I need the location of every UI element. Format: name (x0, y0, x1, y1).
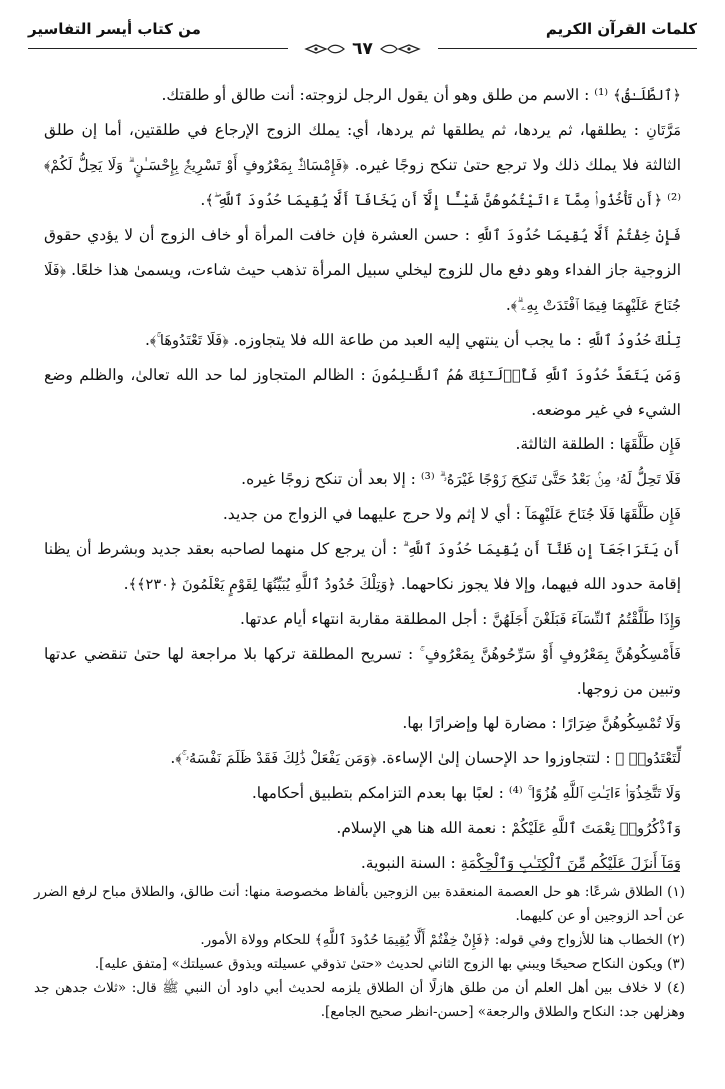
entry-end: . (144, 331, 150, 349)
entry-text: : لتتجاوزوا حد الإحسان إلىٰ الإساءة. (376, 749, 616, 767)
entry-end: . (123, 575, 129, 593)
quran-quote: ﴿فَلَا تَعْتَدُوهَا ۚ﴾ (149, 333, 229, 349)
entry-hudud (44, 323, 681, 358)
entry-talaq (44, 78, 681, 113)
entry-dirar (44, 706, 681, 741)
entry-tallaqaha (44, 427, 681, 462)
entry-text: : الطلقة الثالثة. (515, 435, 620, 453)
entry-text: : يطلقها، ثم يردها، ثم يطلقها ثم يردها، أي: يملك الزوج الإرجاع في طلقتين، أما إن طلق الثالثة فلا يملك ذلك ولا ترجع حتىٰ تنكح زوجًا غيره. (44, 121, 681, 174)
quran-quote: ﴿أَن تَأْخُذُوا۟ مِمَّآ ءَاتَيْتُمُوهُنَّ شَيْـًٔا إِلَّآ أَن يَخَافَآ أَلَّا يُقِيمَا حُدُودَ ٱللَّهِ ۖ﴾ (205, 193, 663, 209)
entry-huzuwan (44, 776, 681, 811)
source-title: من كتاب أيسر التفاسير (28, 20, 201, 38)
quran-term: تِلْكَ حُدُودُ ٱللَّهِ (586, 333, 681, 349)
entry-zalimun (44, 358, 681, 427)
entry-ajalahunna (44, 602, 681, 637)
quran-term: مَرَّتَانِ (646, 123, 681, 139)
entry-text: : حسن العشرة فإن خافت المرأة أو خاف الزوج أن لا يؤدي حقوق الزوجية جاز الفداء وهو دفع مال للزوج ليخلي سبيل المرأة تذهب حيث شاءت، ويسمىٰ هذا خلعًا. (44, 226, 681, 279)
entry-yataraja (44, 532, 681, 602)
entry-text: : السنة النبوية. (360, 854, 461, 872)
quran-term: وَمَن يَتَعَدَّ حُدُودَ ٱللَّهِ فَأُو۟لَـٰٓئِكَ هُمُ ٱلظَّـٰلِمُونَ (372, 368, 681, 384)
entry-text: : أي لا إثم ولا حرج عليهما في الزواج من جديد. (222, 505, 526, 523)
entry-nimat (44, 811, 681, 846)
ornament-right-icon (379, 42, 421, 56)
entry-hikmah (44, 846, 681, 881)
quran-quote: ﴿وَمَن يَفْعَلْ ذَٰلِكَ فَقَدْ ظَلَمَ نَفْسَهُۥ ۚ﴾ (175, 751, 377, 767)
entry-end: . (505, 296, 511, 314)
entry-text: ⁽¹⁾ : الاسم من طلق وهو أن يقول الرجل لزوجته: أنت طالق أو طلقتك. (161, 86, 614, 104)
entry-text: : أن يرجع كل منهما لصاحبه بعقد جديد وبشرط أن يظنا إقامة حدود الله فيهما، وإلا فلا يجوز نكاحهما. (44, 540, 681, 593)
entry-khiftum (44, 218, 681, 323)
entry-text: : تسريح المطلقة تركها بلا مراجعة لها حتىٰ تنقضي عدتها وتبين من زوجها. (44, 645, 681, 698)
page-number-ornament (288, 37, 438, 61)
ornament-left-icon (304, 42, 346, 56)
quran-quote: ﴿فَإِمْسَاكٌۢ بِمَعْرُوفٍ أَوْ تَسْرِيحٌۢ بِإِحْسَـٰنٍ ۗ وَلَا يَحِلُّ لَكُمْ﴾ (44, 158, 349, 174)
footnote-ref: ⁽²⁾ (662, 191, 681, 209)
page-header (28, 18, 697, 64)
quran-term: ﴿ٱلطَّلَـٰقُ﴾ (613, 88, 681, 104)
entry-amsikuhunna (44, 637, 681, 706)
quran-term: وَإِذَا طَلَّقْتُمُ ٱلنِّسَآءَ فَبَلَغْنَ أَجَلَهُنَّ (492, 612, 681, 628)
footnote-1: (١) الطلاق شرعًا: هو حل العصمة المنعقدة بين الزوجين بألفاظ مخصوصة منها: أنت طالق، والطلاق مباح لرفع الضرر عن أحد الزوجين أو عن كليهما. (34, 884, 685, 924)
footnote-2: (٢) الخطاب هنا للأزواج وفي قوله: ﴿فَإِنْ خِفْتُمْ أَلَّا يُقِيمَا حُدُودَ ٱللَّهِ﴾ للحكام وولاة الأمور. (200, 932, 685, 948)
entry-end: . (200, 191, 206, 209)
quran-term: وَلَا تَتَّخِذُوٓا۟ ءَايَـٰتِ ٱللَّهِ هُزُوًا ۚ (527, 786, 681, 802)
quran-quote: ﴿فَلَا جُنَاحَ عَلَيْهِمَا فِيمَا ٱفْتَدَتْ بِهِۦ ۗ﴾ (44, 263, 681, 314)
quran-term: فَلَا تَحِلُّ لَهُۥ مِنۢ بَعْدُ حَتَّىٰ تَنكِحَ زَوْجًا غَيْرَهُۥ ۗ (439, 472, 681, 488)
quran-term: فَإِنْ خِفْتُمْ أَلَّا يُقِيمَا حُدُودَ ٱللَّهِ (475, 228, 682, 244)
entry-la-junah (44, 497, 681, 532)
entry-end: . (170, 749, 176, 767)
page-number: ٦٧ (352, 39, 373, 59)
quran-term: أَن يَتَرَاجَعَآ إِن ظَنَّآ أَن يُقِيمَا حُدُودَ ٱللَّهِ ۗ (402, 542, 681, 558)
commentary-body (44, 78, 681, 881)
entry-text: : الظالم المتجاوز لما حد الله تعالىٰ، والظلم وضع الشيء في غير موضعه. (44, 366, 681, 419)
entry-marratan (44, 113, 681, 218)
footnote-4: (٤) لا خلاف بين أهل العلم أن من طلق هازلًا أن الطلاق يلزمه لحديث أبي داود أن النبي ﷺ قال: «ثلاث جدهن جد وهزلهن جد: النكاح والطلاق والرجعة» [حسن-انظر صحيح الجامع]. (34, 980, 685, 1020)
entry-text: ⁽⁴⁾ : لعبًا بها بعدم التزامكم بتطبيق أحكامها. (251, 784, 528, 802)
quran-term: فَإِن طَلَّقَهَا (619, 437, 681, 453)
quran-term: وَمَآ أَنزَلَ عَلَيْكُم مِّنَ ٱلْكِتَـٰبِ وَٱلْحِكْمَةِ (460, 856, 681, 872)
entry-text: : أجل المطلقة مقاربة انتهاء أيام عدتها. (240, 610, 493, 628)
quran-term: لِّتَعْتَدُوا۟ ۚ (615, 751, 681, 767)
entry-text: : ما يجب أن ينتهي إليه العبد من طاعة الله فلا يتجاوزه. (228, 331, 587, 349)
entry-text: : نعمة الله هنا هي الإسلام. (336, 819, 512, 837)
footnote-3: (٣) ويكون النكاح صحيحًا ويبني بها الزوج الثاني لحديث «حتىٰ تذوقي عسيلته ويذوق عسيلتك» [متفق عليه]. (94, 956, 685, 972)
quran-term: وَلَا تُمْسِكُوهُنَّ ضِرَارًا (561, 716, 681, 732)
entry-la-tahillu (44, 462, 681, 497)
footnotes (34, 880, 685, 1024)
quran-term: وَٱذْكُرُوا۟ نِعْمَتَ ٱللَّهِ عَلَيْكُمْ (511, 821, 681, 837)
entry-tatadu (44, 741, 681, 776)
quran-term: فَأَمْسِكُوهُنَّ بِمَعْرُوفٍ أَوْ سَرِّحُوهُنَّ بِمَعْرُوفٍ ۚ (419, 647, 681, 663)
quran-quote: ﴿وَتِلْكَ حُدُودُ ٱللَّهِ يُبَيِّنُهَا لِقَوْمٍ يَعْلَمُونَ ﴿٢٣٠﴾﴾ (128, 577, 396, 593)
entry-text: : مضارة لها وإضرارًا بها. (402, 714, 562, 732)
footnote-separator (480, 871, 680, 872)
entry-text: ⁽³⁾ : إلا بعد أن تنكح زوجًا غيره. (241, 470, 440, 488)
quran-term: فَإِن طَلَّقَهَا فَلَا جُنَاحَ عَلَيْهِمَآ (525, 507, 681, 523)
book-title: كلمات القرآن الكريم (545, 20, 697, 38)
